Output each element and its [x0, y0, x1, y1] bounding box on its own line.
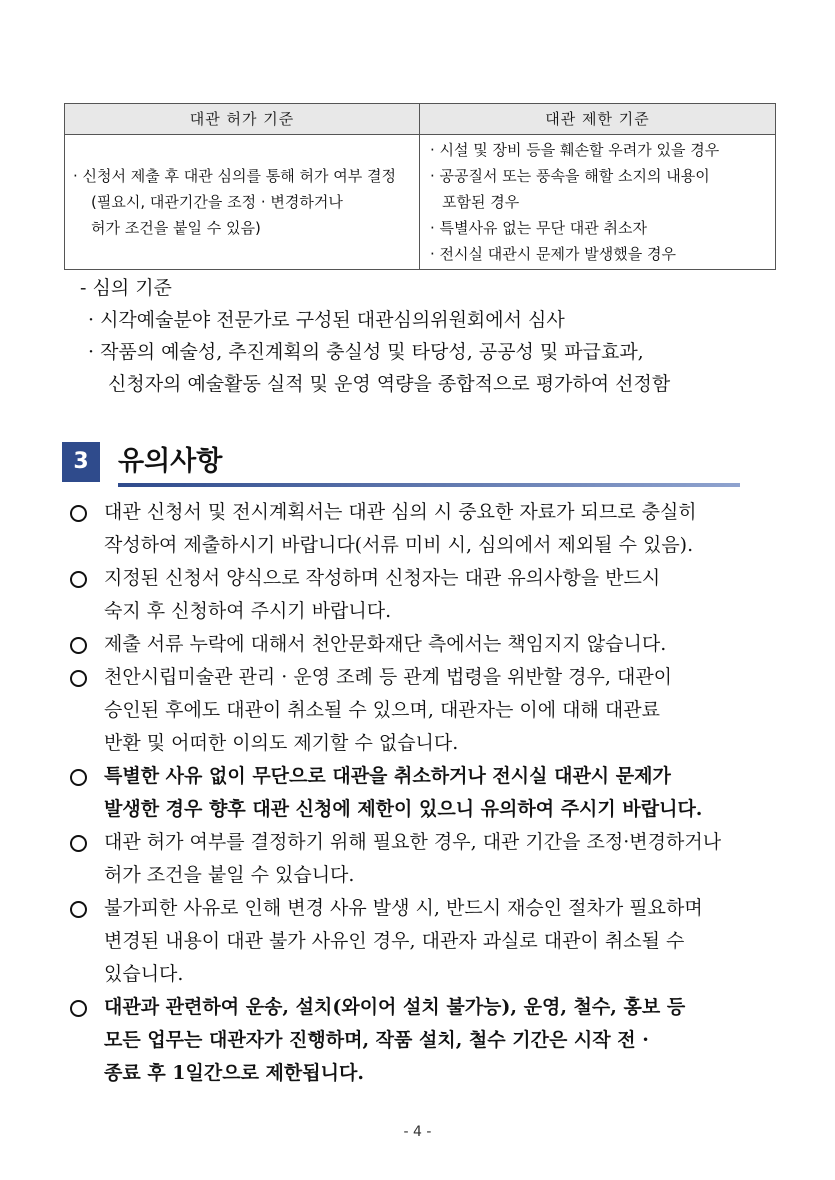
notice-line: 종료 후 1일간으로 제한됩니다. — [104, 1062, 364, 1084]
notice-line: 대관과 관련하여 운송, 설치(와이어 설치 불가능), 운영, 철수, 홍보 등 — [104, 996, 686, 1018]
table-row — [65, 135, 776, 270]
circle-bullet-icon — [70, 637, 87, 654]
notice-line: 허가 조건을 붙일 수 있습니다. — [104, 864, 355, 886]
restrict-line: · 전시실 대관시 문제가 발생했을 경우 — [430, 245, 676, 263]
permit-criteria-cell — [65, 135, 420, 270]
permit-line: 허가 조건을 붙일 수 있음) — [91, 219, 261, 237]
section-title: 유의사항 — [118, 446, 223, 477]
review-item: · 시각예술분야 전문가로 구성된 대관심의위원회에서 심사 — [88, 309, 565, 331]
notice-item — [70, 628, 780, 661]
notice-line: 모든 업무는 대관자가 진행하며, 작품 설치, 철수 기간은 시작 전 · — [104, 1029, 649, 1051]
notice-line: 지정된 신청서 양식으로 작성하며 신청자는 대관 유의사항을 반드시 — [104, 567, 661, 589]
circle-bullet-icon — [70, 901, 87, 918]
restrict-line: · 시설 및 장비 등을 훼손할 우려가 있을 경우 — [430, 141, 720, 159]
notice-item-emphasized — [70, 760, 780, 826]
review-item: 신청자의 예술활동 실적 및 운영 역량을 종합적으로 평가하여 선정함 — [108, 373, 671, 395]
circle-bullet-icon — [70, 769, 87, 786]
section-underline — [118, 483, 740, 487]
criteria-table — [64, 103, 776, 270]
permit-line: (필요시, 대관기간을 조정 · 변경하거나 — [91, 193, 343, 211]
notice-line: 대관 허가 여부를 결정하기 위해 필요한 경우, 대관 기간을 조정·변경하거나 — [104, 831, 722, 853]
circle-bullet-icon — [70, 670, 87, 687]
restrict-criteria-header: 대관 제한 기준 — [420, 104, 776, 135]
circle-bullet-icon — [70, 835, 87, 852]
restrict-criteria-cell — [420, 135, 776, 270]
notice-list — [70, 496, 780, 1090]
notice-line: 제출 서류 누락에 대해서 천안문화재단 측에서는 책임지지 않습니다. — [104, 633, 667, 655]
review-item: · 작품의 예술성, 추진계획의 충실성 및 타당성, 공공성 및 파급효과, — [88, 341, 644, 363]
review-criteria — [80, 272, 670, 400]
review-heading: - 심의 기준 — [80, 277, 172, 299]
notice-line: 특별한 사유 없이 무단으로 대관을 취소하거나 전시실 대관시 문제가 — [104, 765, 671, 787]
notice-line: 불가피한 사유로 인해 변경 사유 발생 시, 반드시 재승인 절차가 필요하며 — [104, 897, 703, 919]
notice-item — [70, 562, 780, 628]
notice-line: 승인된 후에도 대관이 취소될 수 있으며, 대관자는 이에 대해 대관료 — [104, 699, 660, 721]
notice-item — [70, 661, 780, 760]
notice-item-emphasized — [70, 991, 780, 1090]
section-number-badge: 3 — [62, 442, 100, 482]
circle-bullet-icon — [70, 505, 87, 522]
restrict-line: · 공공질서 또는 풍속을 해할 소지의 내용이 — [430, 167, 710, 185]
circle-bullet-icon — [70, 1000, 87, 1017]
restrict-line: · 특별사유 없는 무단 대관 취소자 — [430, 219, 647, 237]
notice-item — [70, 892, 780, 991]
section-header — [62, 440, 740, 488]
notice-item — [70, 496, 780, 562]
circle-bullet-icon — [70, 571, 87, 588]
notice-line: 천안시립미술관 관리 · 운영 조례 등 관계 법령을 위반할 경우, 대관이 — [104, 666, 673, 688]
permit-line: · 신청서 제출 후 대관 심의를 통해 허가 여부 결정 — [73, 167, 396, 185]
restrict-line: 포함된 경우 — [442, 193, 520, 211]
notice-line: 작성하여 제출하시기 바랍니다(서류 미비 시, 심의에서 제외될 수 있음). — [104, 534, 694, 556]
notice-line: 발생한 경우 향후 대관 신청에 제한이 있으니 유의하여 주시기 바랍니다. — [104, 798, 703, 820]
notice-line: 반환 및 어떠한 이의도 제기할 수 없습니다. — [104, 732, 459, 754]
notice-line: 있습니다. — [104, 963, 184, 985]
notice-item — [70, 826, 780, 892]
table-header-row — [65, 104, 776, 135]
permit-criteria-header: 대관 허가 기준 — [65, 104, 420, 135]
notice-line: 대관 신청서 및 전시계획서는 대관 심의 시 중요한 자료가 되므로 충실히 — [104, 501, 697, 523]
notice-line: 변경된 내용이 대관 불가 사유인 경우, 대관자 과실로 대관이 취소될 수 — [104, 930, 685, 952]
page-number: - 4 - — [403, 1124, 432, 1140]
notice-line: 숙지 후 신청하여 주시기 바랍니다. — [104, 600, 392, 622]
